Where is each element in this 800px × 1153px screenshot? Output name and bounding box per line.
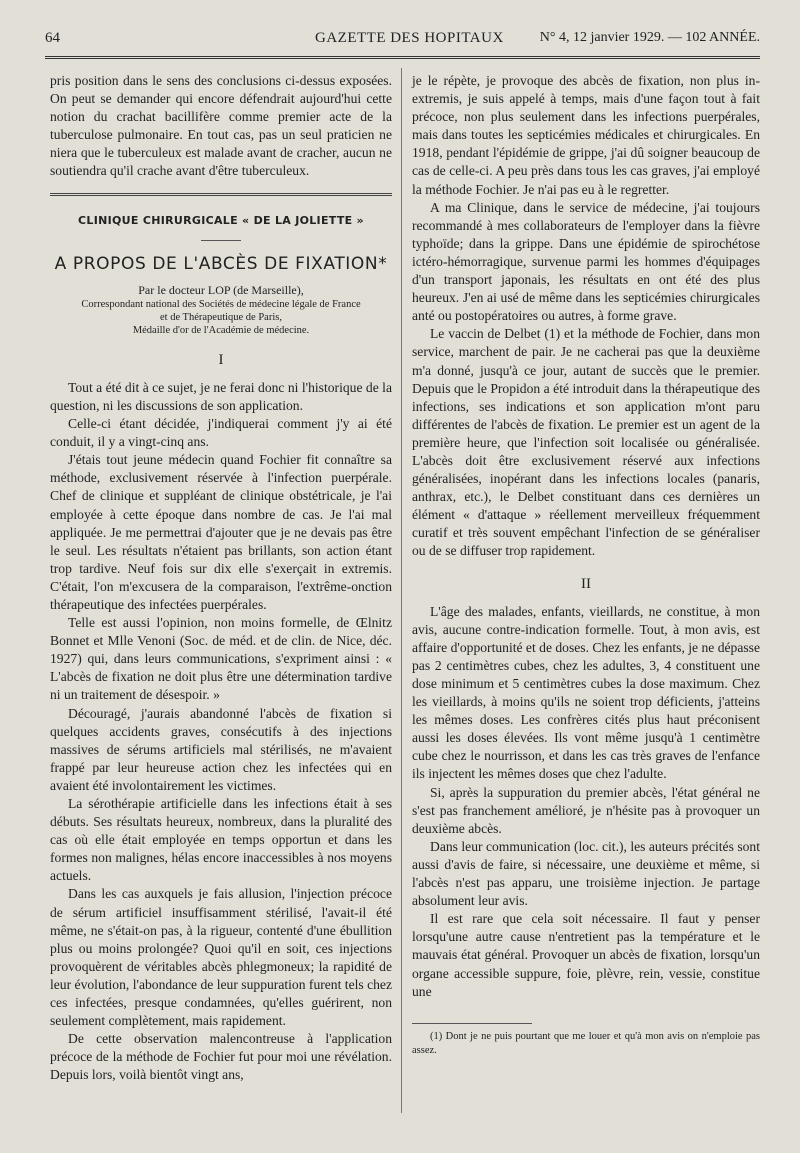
affiliation-line: et de Thérapeutique de Paris,	[160, 311, 282, 323]
body-paragraph: Si, après la suppuration du premier abcès, l'état général ne s'est pas franchement amélioré, je n'hésite pas à provoquer un deuxième abcès.	[412, 784, 760, 836]
section-separator	[50, 193, 392, 196]
body-paragraph: Découragé, j'aurais abandonné l'abcès de fixation si quelques accidents graves, consécutifs à des injections massives de sérums artificiels mal stérilisés, ne m'avaient frappé par leur heureuse action chez les infectées qui en avaient été involontairement les victimes.	[50, 705, 392, 793]
body-paragraph: je le répète, je provoque des abcès de fixation, non plus in-extremis, je suis appelé à temps, mais d'une façon tout à fait précoce, non plus seulement dans les infections puerpérales, mais dans toutes les septicémies médicales et chirurgicales. En 1918, pendant l'épidémie de grippe, j'ai dû soigner beaucoup de cas de celle-ci. A peu près dans tous les cas graves, j'ai employé la méthode Fochier. Je n'ai pas eu à le regretter.	[412, 73, 760, 197]
journal-title: GAZETTE DES HOPITAUX	[315, 30, 504, 46]
body-paragraph: Dans les cas auxquels je fais allusion, l'injection précoce de sérum artificiel insuffisamment stérilisé, l'avait-il été même, ne s'était-on pas, à la rigueur, contenté d'une ébullition plus ou moins prolongée? Quoi qu'il en soit, ces injections provoquèrent de véritables abcès phlegmoneux; la rapidité de leur évolution, l'abondance de leur suppuration furent tels chez ces infectées, presque condamnées, qu'elles guérirent, non seulement complètement, mais rapidement.	[50, 886, 392, 1029]
body-paragraph: Celle-ci étant décidée, j'indiquerai comment j'y ai été conduit, il y a vingt-cinq ans.	[50, 416, 392, 450]
author-line: Par le docteur LOP (de Marseille),	[138, 282, 304, 297]
body-paragraph: Le vaccin de Delbet (1) et la méthode de Fochier, dans mon service, marchent de pair. Je ne cacherai pas que la deuxième m'a donné, jusqu'à ce jour, autant de succès que le premier. Depuis que le Propidon a été introduit dans la thérapeutique des infections, ses indications et son application m'ont paru différentes de l'abcès de fixation. Le premier est un agent de la première heure, que l'infection soit localisée ou généralisée. L'abcès doit être exclusivement réservé aux infections généralisées, inopérant dans les infections locales (panaris, anthrax, etc.), le Delbet constituant dans ces dernières un élément « d'attaque » réellement merveilleux fréquemment curatif et très souvent empêchant l'infection de se généraliser ou de se diffuser trop rapidement.	[412, 326, 760, 559]
column-divider	[401, 68, 402, 1113]
body-paragraph: Dans leur communication (loc. cit.), les auteurs précités sont aussi d'avis de faire, si nécessaire, une deuxième et même, si l'abcès n'est pas apparu, une troisième injection. Je partage absolument leur avis.	[412, 838, 760, 909]
affiliation-line: Correspondant national des Sociétés de médecine légale de France	[81, 298, 361, 310]
running-header	[45, 24, 760, 50]
issue-info: N° 4, 12 janvier 1929. — 102 ANNÉE.	[539, 30, 760, 45]
article-title: A PROPOS DE L'ABCÈS DE FIXATION*	[54, 253, 388, 274]
short-rule	[201, 240, 241, 241]
section-label: CLINIQUE CHIRURGICALE « DE LA JOLIETTE »	[78, 213, 364, 227]
footnote: (1) Dont je ne puis pourtant que me louer et qu'à mon avis on n'emploie pas assez.	[412, 1030, 760, 1056]
affiliation-line: Médaille d'or de l'Académie de médecine.	[132, 324, 310, 336]
body-paragraph: J'étais tout jeune médecin quand Fochier fit connaître sa méthode, exclusivement réservée à l'infection puerpérale. Chef de clinique et suppléant de clinique obstétricale, je l'ai employée à cette époque dans nombre de cas. Je l'ai mal appliquée. Je me permettrai d'ajouter que je ne devais pas être le seul. Les résultats n'étaient pas brillants, son action étant trop tardive. Neuf fois sur dix elle s'exerçait in extremis. C'était, l'on m'excusera de la comparaison, l'extrême-onction thérapeutique des infectées puerpérales.	[50, 452, 392, 612]
body-paragraph: De cette observation malencontreuse à l'application précoce de la méthode de Fochier fut pour moi une révélation. Depuis lors, voilà bientôt vingt ans,	[50, 1031, 392, 1083]
page-number: 64	[45, 30, 60, 46]
right-column	[412, 72, 760, 1058]
body-paragraph: Tout a été dit à ce sujet, je ne ferai donc ni l'historique de la question, ni les discussions de son application.	[50, 379, 392, 413]
section-numeral: I	[218, 351, 224, 368]
body-paragraph: A ma Clinique, dans le service de médecine, j'ai toujours recommandé à mes collaborateurs de l'employer dans la fièvre typhoïde; dans la grippe. Dans une épidémie de spirochétose ictéro-hémorragique, survenue parmi les hommes d'équipages d'un transport japonais, les résultats en ont été des plus heureux. J'en ai usé de même dans les septicémies chirurgicales anté ou postopératoires ou autres, à forme grave.	[412, 199, 760, 324]
body-paragraph: Telle est aussi l'opinion, non moins formelle, de Œlnitz Bonnet et Mlle Venoni (Soc. de méd. et de clin. de Nice, déc. 1927) qui, dans leurs communications, s'expriment ainsi : « L'abcès de fixation ne doit plus être une détermination tardive ni un traitement de désespoir. »	[50, 615, 392, 703]
body-paragraph: Il est rare que cela soit nécessaire. Il faut y penser lorsqu'une autre cause n'entretient pas la température et le mauvais état général. Provoquer un abcès de fixation, lorsqu'un organe accessible suppure, foie, plèvre, rein, vessie, constitue une	[412, 911, 760, 999]
body-paragraph: La sérothérapie artificielle dans les infections était à ses débuts. Ses résultats heureux, nombreux, dans la pluralité des cas où elle était employée en temps opportun et dans les formes non malignes, hélas encore inaccessibles à nos moyens actuels.	[50, 796, 392, 884]
footnote-rule	[412, 1023, 532, 1024]
intro-paragraph: pris position dans le sens des conclusions ci-dessus exposées. On peut se demander qui encore défendrait aujourd'hui cette notion du crachat bacillifère comme premier acte de la tuberculose pulmonaire. En tout cas, pas un seul praticien ne niera que le tuberculeux est malade avant de cracher, aucun ne soutiendra qu'il crache avant d'être tuberculeux.	[50, 73, 392, 179]
left-column	[50, 72, 392, 1085]
section-numeral: II	[581, 575, 591, 592]
body-paragraph: L'âge des malades, enfants, vieillards, ne constitue, à mon avis, aucune contre-indication formelle. Tout, à mon avis, est affaire d'opportunité et de doses. Chez les enfants, je ne dépasse pas 2 centimètres cubes, chez les adultes, 3, 4 constituent une dose minimum et 5 centimètres cubes la dose maximum. Chez les vieillards, à moins qu'ils ne soient trop déficients, j'atteins les mêmes doses. Les confrères cités plus haut préconisent aussi les doses élevées. Ils vont même jusqu'à 1 centimètre cube chez le nourrisson, et dans les cas très graves de l'enfance ils injectent les mêmes doses que chez l'adulte.	[412, 603, 760, 782]
header-rule	[45, 56, 760, 59]
